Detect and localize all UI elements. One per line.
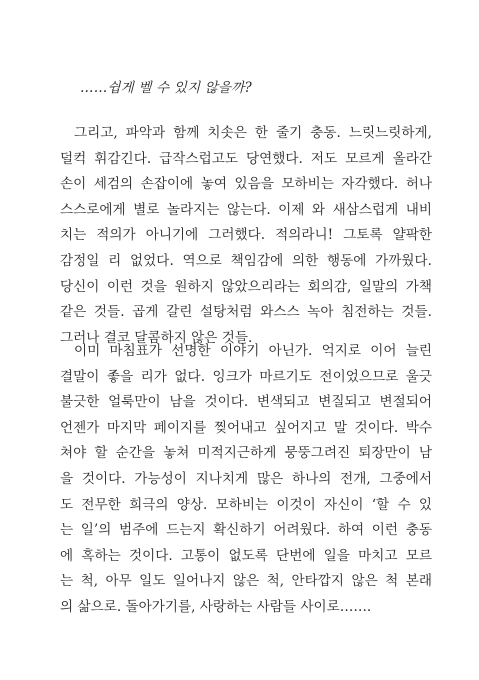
paragraph-line: 을 것이다. 가능성이 지나치게 많은 하나의 전개, 그중에서 xyxy=(60,470,432,487)
paragraph-line: 에 혹하는 것이다. 고통이 없도록 단번에 일을 마치고 모르 xyxy=(60,547,432,564)
section-heading: ……쉽게 벨 수 있지 않을까? xyxy=(80,80,252,96)
paragraph-line: 불긋한 얼룩만이 남을 것이다. 변색되고 변질되고 변절되어 xyxy=(60,394,432,411)
paragraph-line: 그리고, 파악과 함께 치솟은 한 줄기 충동. 느릿느릿하게, xyxy=(74,125,432,141)
paragraph-line: 결말이 좋을 리가 없다. 잉크가 마르기도 전이었으므로 울긋 xyxy=(60,368,432,385)
paragraph-line: 는 일’의 범주에 드는지 확신하기 어려웠다. 하여 이런 충동 xyxy=(60,522,432,539)
paragraph-line: 당신이 이런 것을 원하지 않았으리라는 회의감, 일말의 가책 xyxy=(60,278,432,295)
paragraph-line: 손이 세검의 손잡이에 놓여 있음을 모하비는 자각했다. 허나 xyxy=(60,176,432,193)
paragraph-2 xyxy=(60,339,432,621)
paragraph-line: 쳐야 할 순간을 놓쳐 미적지근하게 뭉뚱그려진 퇴장만이 남 xyxy=(60,445,432,462)
paragraph-line: 치는 적의가 아니기에 그러했다. 적의라니! 그토록 얄팍한 xyxy=(60,227,432,244)
paragraph-line: 언젠가 마지막 페이지를 찢어내고 싶어지고 말 것이다. 박수 xyxy=(60,419,432,436)
paragraph-line: 같은 것들. 곱게 갈린 설탕처럼 와스스 녹아 침전하는 것들. xyxy=(60,304,432,321)
paragraph-line: 이미 마침표가 선명한 이야기 아닌가. 억지로 이어 늘린 xyxy=(74,343,432,359)
paragraph-line: 감정일 리 없었다. 역으로 책임감에 의한 행동에 가까웠다. xyxy=(60,252,432,269)
paragraph-line: 는 척, 아무 일도 일어나지 않은 척, 안타깝지 않은 척 본래 xyxy=(60,573,432,590)
paragraph-line: 스스로에게 별로 놀라지는 않는다. 이제 와 새삼스럽게 내비 xyxy=(60,201,432,218)
paragraph-line: 덜컥 휘감긴다. 급작스럽고도 당연했다. 저도 모르게 올라간 xyxy=(60,150,432,167)
paragraph-1 xyxy=(60,121,432,351)
paragraph-line: 도 전무한 희극의 양상. 모하비는 이것이 자신이 ‘할 수 있 xyxy=(60,496,432,513)
paragraph-line: 그러나 결코 달콤하지 않은 것들. xyxy=(60,329,253,346)
paragraph-line: 의 삶으로. 돌아가기를, 사랑하는 사람들 사이로……. xyxy=(60,598,372,615)
